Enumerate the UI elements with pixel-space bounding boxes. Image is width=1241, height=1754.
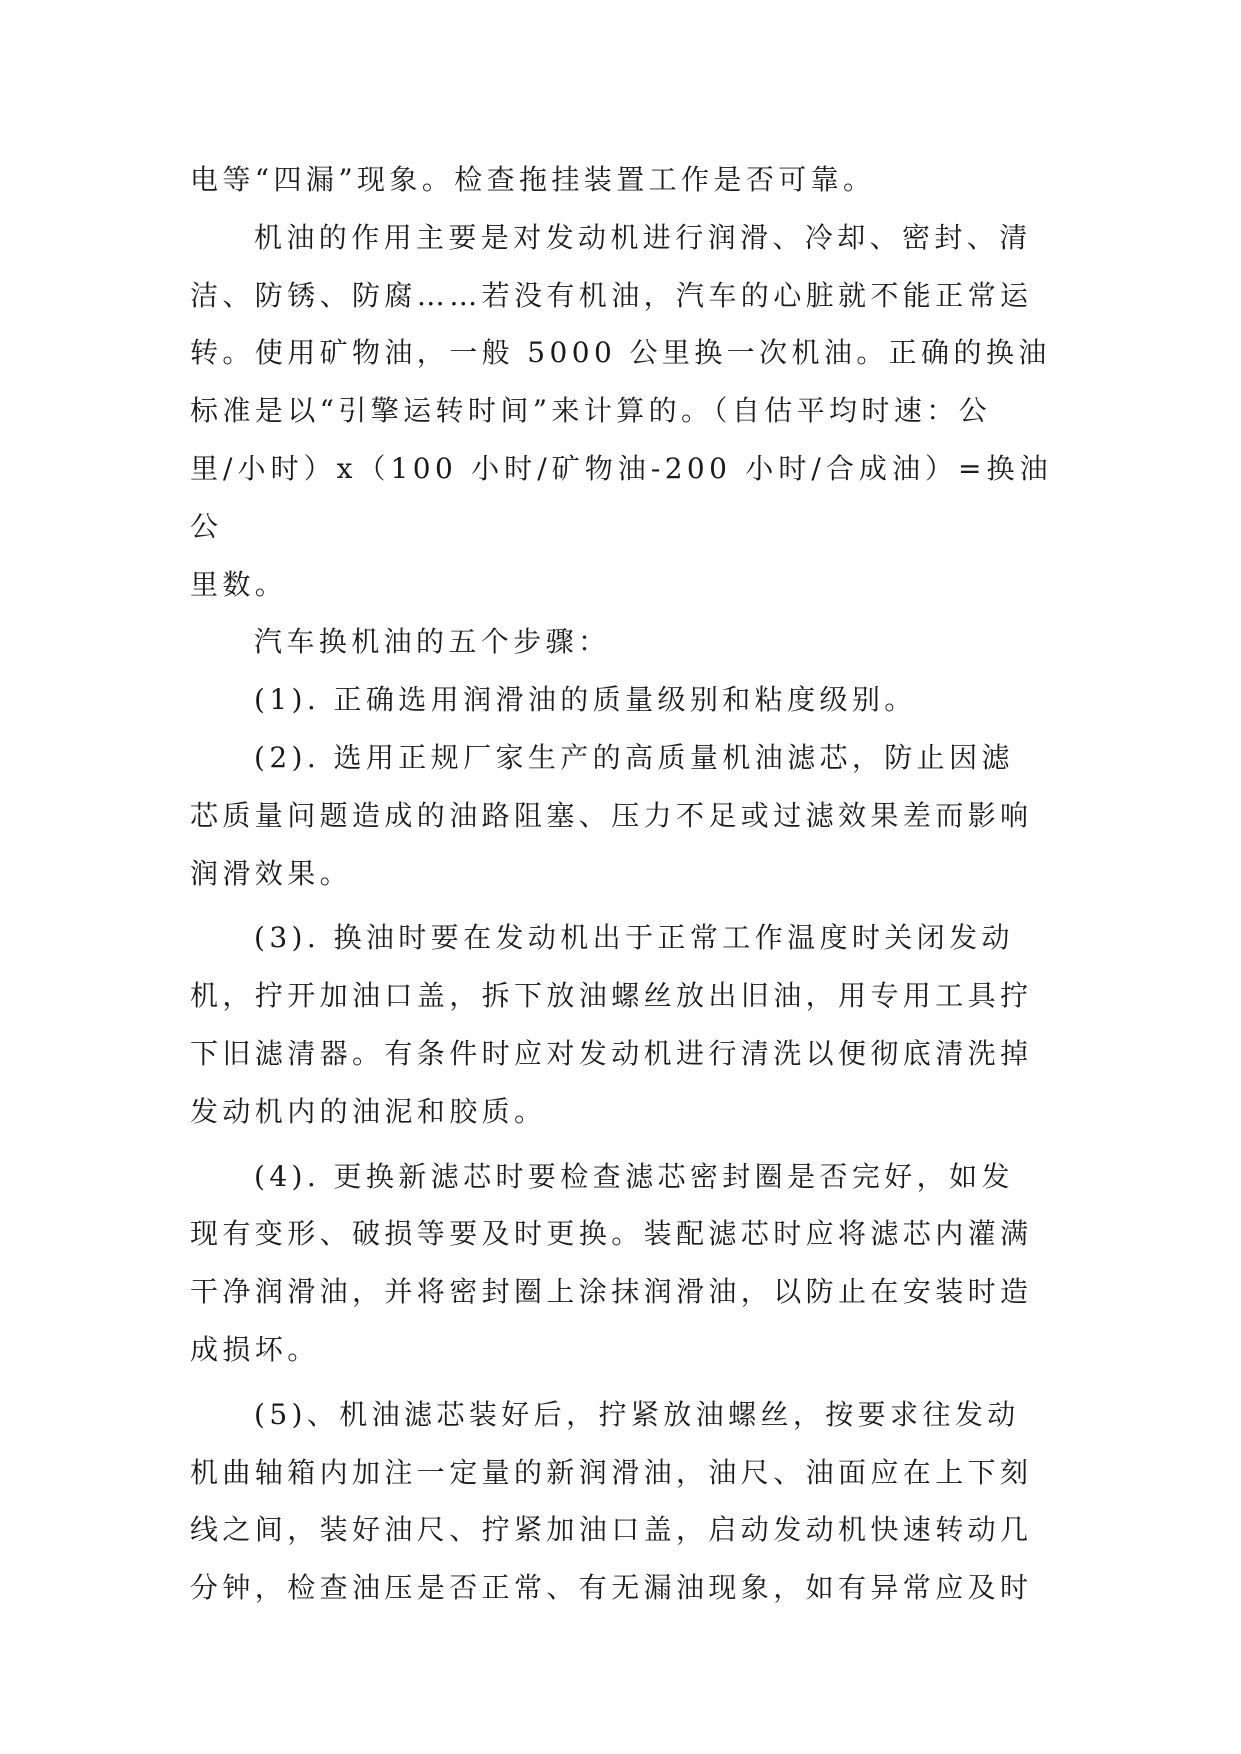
paragraph-step-2 xyxy=(190,729,1052,902)
line: 干净润滑油，并将密封圈上涂抹润滑油，以防止在安装时造 xyxy=(190,1275,1033,1309)
line: 里/小时）x（100 小时/矿物油-200 小时/合成油）=换油公 xyxy=(190,451,1052,543)
line: (5)、机油滤芯装好后，拧紧放油螺丝，按要求往发动 xyxy=(254,1397,1020,1431)
paragraph-step-5 xyxy=(190,1386,1052,1617)
paragraph-step-4 xyxy=(190,1148,1052,1379)
line: 洁、防锈、防腐……若没有机油，汽车的心脏就不能正常运 xyxy=(190,278,1033,312)
line: 分钟，检查油压是否正常、有无漏油现象，如有异常应及时 xyxy=(190,1571,1033,1605)
line: 下旧滤清器。有条件时应对发动机进行清洗以便彻底清洗掉 xyxy=(190,1036,1033,1070)
line: 汽车换机油的五个步骤： xyxy=(254,625,611,659)
line: 转。使用矿物油，一般 5000 公里换一次机油。正确的换油 xyxy=(190,336,1051,370)
line: 机，拧开加油口盖，拆下放油螺丝放出旧油，用专用工具拧 xyxy=(190,979,1033,1013)
line: 成损坏。 xyxy=(190,1332,320,1366)
line: (2). 选用正规厂家生产的高质量机油滤芯，防止因滤 xyxy=(254,740,1014,774)
line: (4). 更换新滤芯时要检查滤芯密封圈是否完好，如发 xyxy=(254,1159,1014,1193)
line: 润滑效果。 xyxy=(190,856,353,890)
paragraph-2 xyxy=(190,209,1052,614)
paragraph-step-1 xyxy=(190,671,1052,729)
line: 机油的作用主要是对发动机进行润滑、冷却、密封、清 xyxy=(254,220,1032,254)
line: 现有变形、破损等要及时更换。装配滤芯时应将滤芯内灌满 xyxy=(190,1217,1033,1251)
line: 线之间，装好油尺、拧紧加油口盖，启动发动机快速转动几 xyxy=(190,1513,1033,1547)
line: 芯质量问题造成的油路阻塞、压力不足或过滤效果差而影响 xyxy=(190,798,1033,832)
line: 发动机内的油泥和胶质。 xyxy=(190,1094,547,1128)
line: 里数。 xyxy=(190,567,288,601)
paragraph-1 xyxy=(190,151,1052,209)
line: 机曲轴箱内加注一定量的新润滑油，油尺、油面应在上下刻 xyxy=(190,1455,1033,1489)
line: (1). 正确选用润滑油的质量级别和粘度级别。 xyxy=(254,683,917,717)
line: 标准是以“引擎运转时间”来计算的。（自估平均时速：公 xyxy=(190,394,992,428)
paragraph-step-3 xyxy=(190,909,1052,1140)
line: (3). 换油时要在发动机出于正常工作温度时关闭发动 xyxy=(254,921,1014,955)
paragraph-3 xyxy=(190,613,1052,671)
line: 电等“四漏”现象。检查拖挂装置工作是否可靠。 xyxy=(190,163,876,196)
document-body xyxy=(190,151,1052,1617)
